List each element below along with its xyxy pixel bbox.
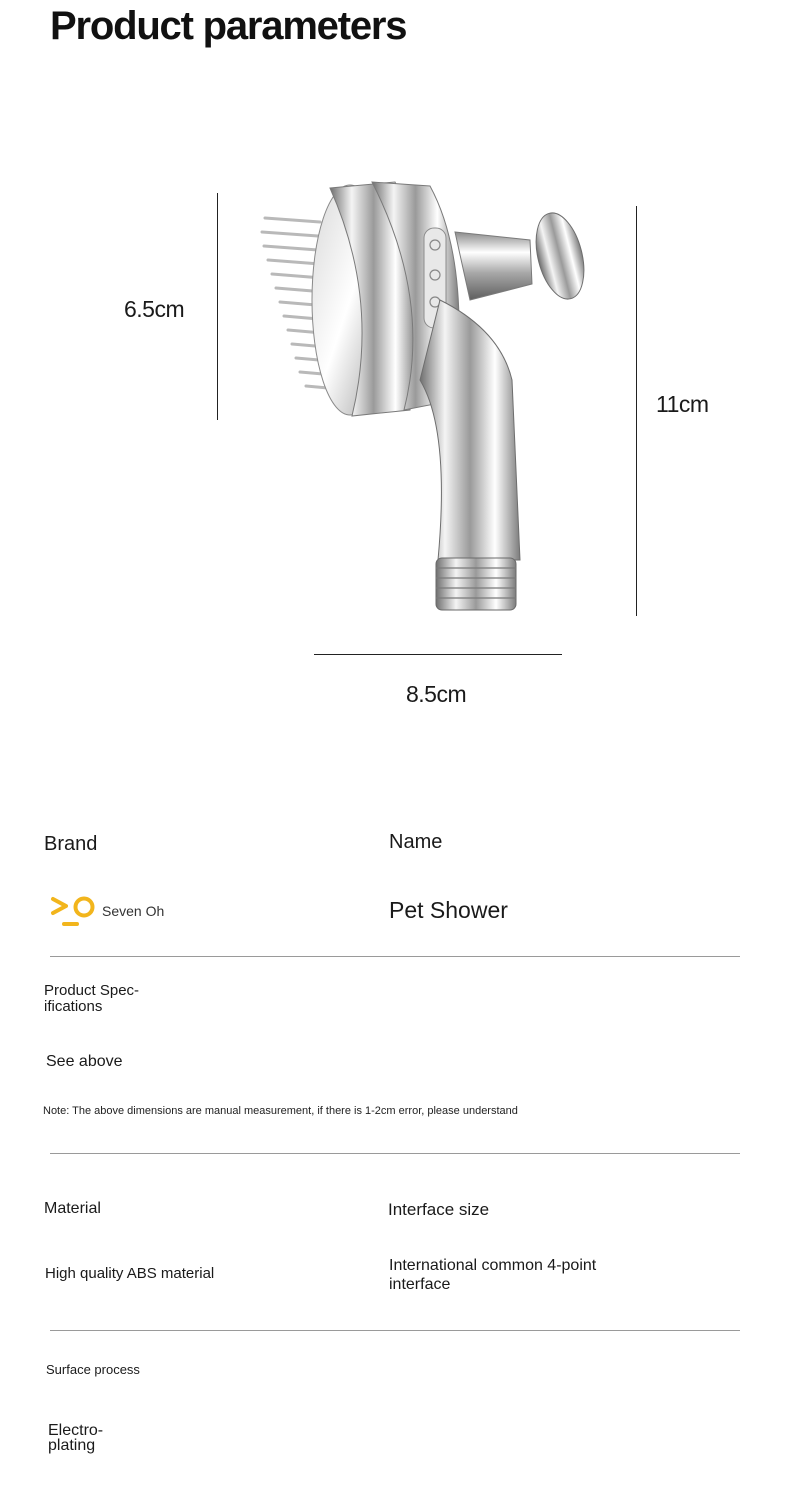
brand-name: Seven Oh bbox=[102, 903, 165, 919]
divider bbox=[50, 1330, 740, 1331]
page-title: Product parameters bbox=[50, 4, 407, 48]
pet-shower-head-icon bbox=[250, 170, 600, 630]
interface-label: Interface size bbox=[388, 1200, 490, 1219]
divider bbox=[50, 1153, 740, 1154]
spec-label: Product Spec- ifications bbox=[44, 982, 140, 1015]
name-value: Pet Shower bbox=[389, 897, 508, 923]
brand-logo-icon bbox=[50, 894, 96, 928]
surface-value: Electro- plating bbox=[48, 1422, 104, 1454]
brand-label: Brand bbox=[44, 833, 98, 855]
interface-value: International common 4-point interface bbox=[389, 1257, 597, 1293]
dimension-height-right: 11cm bbox=[656, 391, 709, 417]
material-value: High quality ABS material bbox=[45, 1265, 215, 1282]
dimension-height-left: 6.5cm bbox=[124, 296, 185, 322]
name-label: Name bbox=[389, 831, 443, 853]
dimension-line-left bbox=[217, 193, 218, 420]
product-figure bbox=[0, 0, 790, 720]
divider bbox=[50, 956, 740, 957]
dimension-line-bottom bbox=[314, 654, 562, 655]
measurement-note: Note: The above dimensions are manual measurement, if there is 1-2cm error, please understand bbox=[43, 1105, 518, 1117]
dimension-line-right bbox=[636, 206, 637, 616]
dimension-width: 8.5cm bbox=[406, 681, 467, 707]
material-label: Material bbox=[44, 1200, 101, 1217]
brand-value bbox=[50, 893, 164, 929]
surface-label: Surface process bbox=[46, 1362, 140, 1377]
spec-value: See above bbox=[46, 1053, 123, 1070]
